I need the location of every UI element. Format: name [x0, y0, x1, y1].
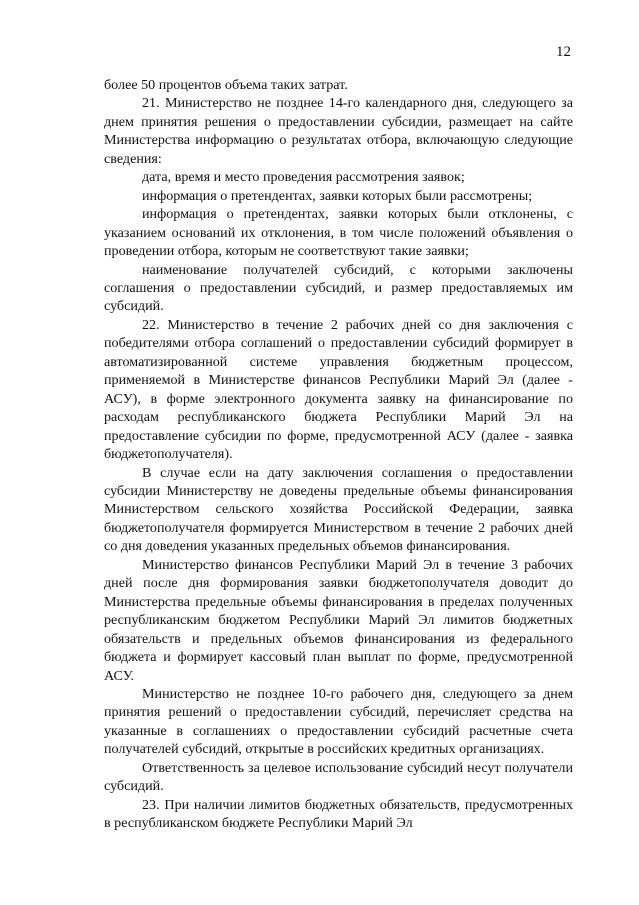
paragraph-ministry-of-finance: Министерство финансов Республики Марий Эл в течение 3 рабочих дней после дня формирования заявки бюджетополучателя доводит до Министерства предельные объемы финансирования в пределах полученных республиканским бюджетом Республики Марий Эл лимитов бюджетных обязательств и предельных объемов финансирования из федерального бюджета и формирует кассовый план выплат по форме, предусмотренной АСУ. [104, 556, 573, 684]
paragraph-responsibility: Ответственность за целевое использование субсидий несут получатели субсидий. [104, 759, 573, 795]
list-item-recipients: наименование получателей субсидий, с которыми заключены соглашения о предоставлении субсидий, и размер предоставляемых им субсидий. [104, 261, 573, 315]
paragraph-funding-limits: В случае если на дату заключения соглашения о предоставлении субсидии Министерству не доведены предельные объемы финансирования Министерством сельского хозяйства Российской Федерации, заявка бюджетополучателя формируется Министерством в течение 2 рабочих дней со дня доведения указанных предельных объемов финансирования. [104, 464, 573, 555]
paragraph-clause-23: 23. При наличии лимитов бюджетных обязательств, предусмотренных в республиканском бюджете Республики Марий Эл [104, 796, 573, 832]
paragraph-clause-21: 21. Министерство не позднее 14-го календарного дня, следующего за днем принятия решения о предоставлении субсидии, размещает на сайте Министерства информацию о результатах отбора, включающую следующие сведения: [104, 95, 573, 167]
paragraph-clause-22: 22. Министерство в течение 2 рабочих дней со дня заключения с победителями отбора соглашений о предоставлении субсидий формирует в автоматизированной системе управления бюджетным процессом, применяемой в Министерстве финансов Республики Марий Эл (далее - АСУ), в форме электронного документа заявку на финансирование по расходам республиканского бюджета Республики Марий Эл на предоставление субсидии по форме, предусмотренной АСУ (далее - заявка бюджетополучателя). [104, 316, 573, 463]
list-item-reviewed-applicants: информация о претендентах, заявки которых были рассмотрены; [142, 187, 533, 204]
page-number: 12 [556, 44, 571, 60]
paragraph-continuation: более 50 процентов объема таких затрат. [104, 77, 348, 93]
list-item-date-time-place: дата, время и место проведения рассмотрения заявок; [142, 169, 465, 186]
paragraph-transfer-of-funds: Министерство не позднее 10-го рабочего дня, следующего за днем принятия решений о предоставлении субсидий, перечисляет средства на указанные в соглашениях о предоставлении субсидий расчетные счета получателей субсидий, открытые в российских кредитных организациях. [104, 685, 573, 758]
document-body [104, 76, 573, 833]
list-item-rejected-applicants: информация о претендентах, заявки которых были отклонены, с указанием оснований их отклонения, в том числе положений объявления о проведении отбора, которым не соответствуют такие заявки; [104, 206, 573, 260]
